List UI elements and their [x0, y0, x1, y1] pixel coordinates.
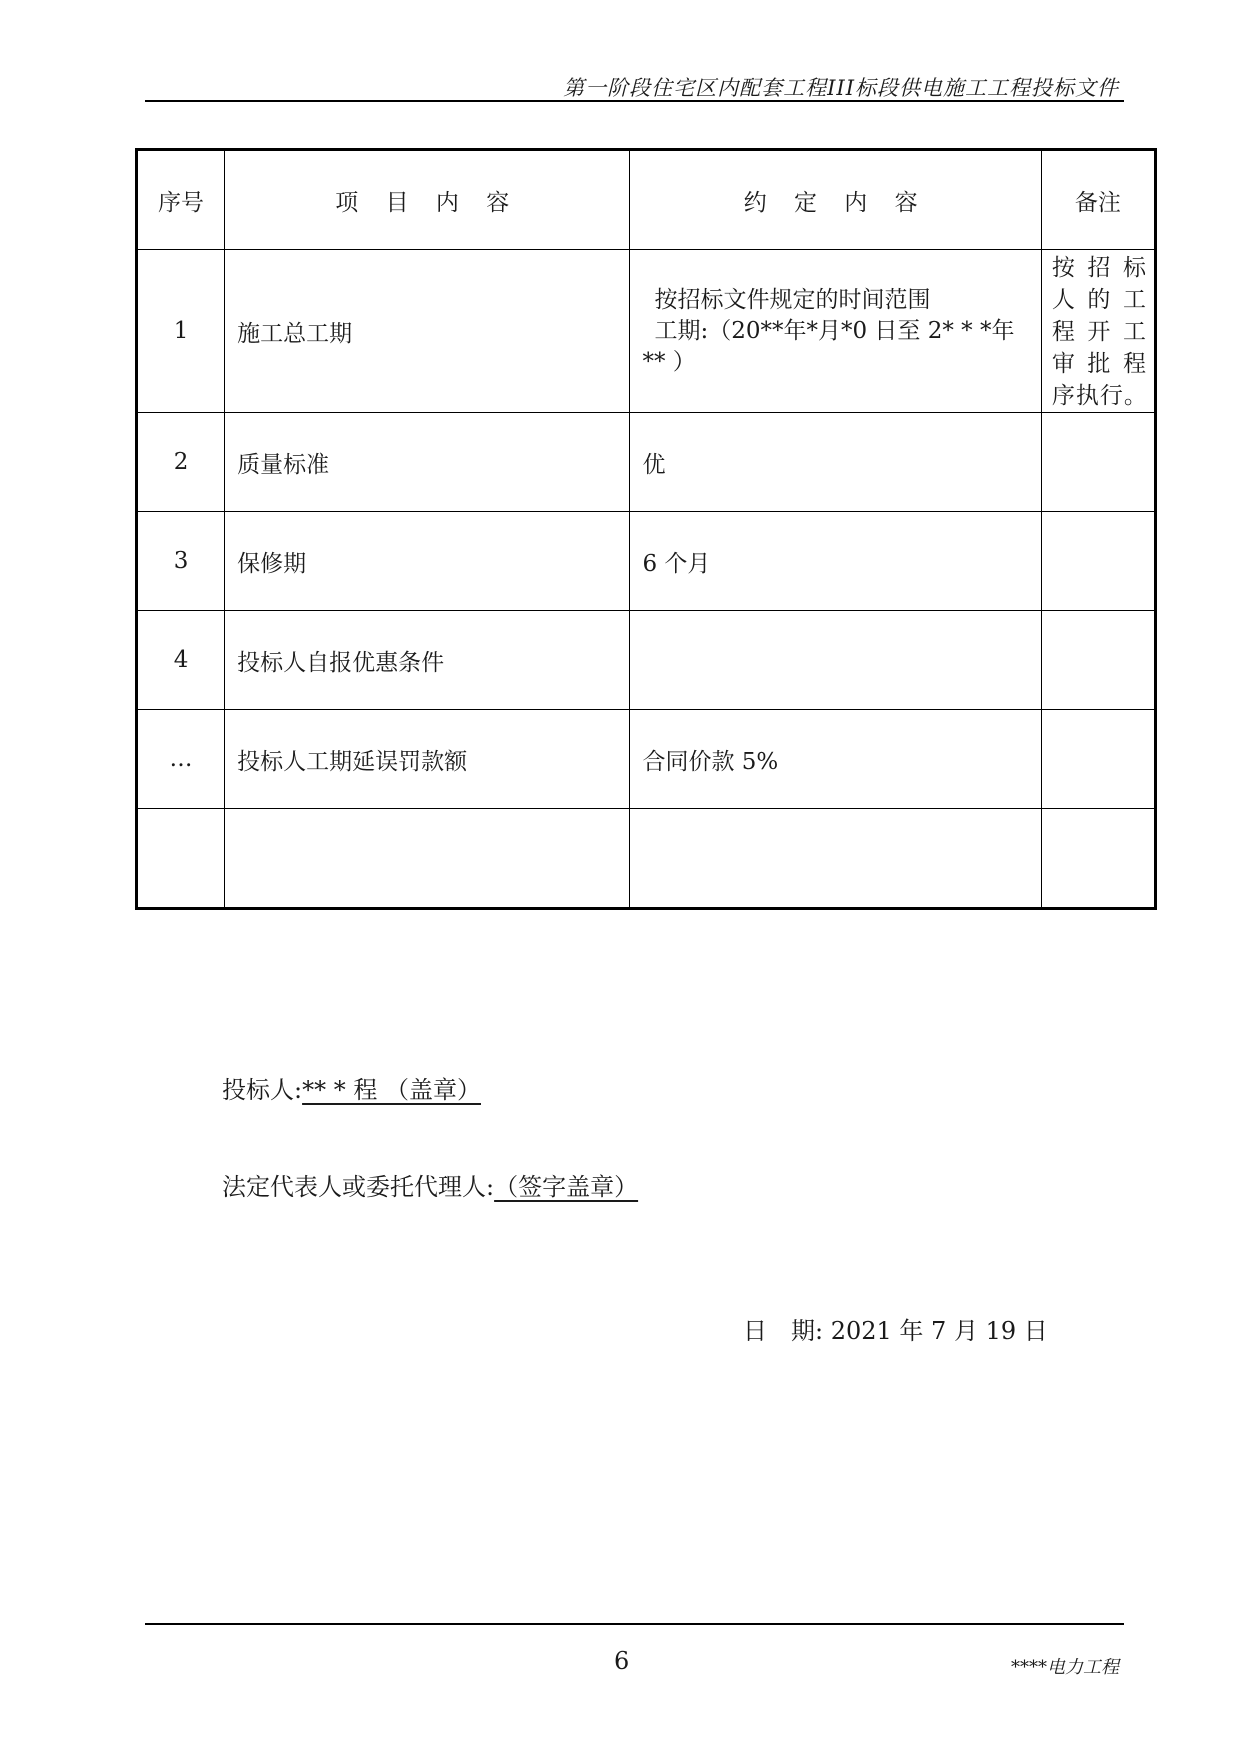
table-row	[137, 250, 1156, 413]
rep-value: （签字盖章）	[494, 1173, 639, 1201]
row-note-line: 人 的 工	[1051, 287, 1148, 313]
col-header-no: 序号	[137, 150, 225, 250]
row-note	[1041, 710, 1155, 809]
row-note	[1041, 250, 1155, 413]
bidder-label: 投标人:	[222, 1076, 303, 1104]
row-value: 优	[630, 413, 1041, 512]
footer-rule	[145, 1623, 1124, 1625]
footer-company: ****电力工程	[1011, 1657, 1119, 1678]
row-value	[630, 809, 1041, 909]
row-note	[1041, 809, 1155, 909]
row-value: 6 个月	[630, 512, 1041, 611]
col-header-note: 备注	[1041, 150, 1155, 250]
row-item: 投标人自报优惠条件	[225, 611, 630, 710]
row-item: 施工总工期	[225, 250, 630, 413]
row-item: 质量标准	[225, 413, 630, 512]
row-note	[1041, 611, 1155, 710]
page-number: 6	[614, 1647, 630, 1675]
row-no	[137, 809, 225, 909]
row-no: …	[137, 710, 225, 809]
row-no: 1	[137, 250, 225, 413]
row-value-line: 工期:（20**年*月*0 日至 2* * *年	[654, 317, 1015, 344]
col-header-item: 项 目 内 容	[225, 150, 630, 250]
row-value	[630, 611, 1041, 710]
row-note-line: 序执行。	[1051, 383, 1148, 409]
row-value-line: ** ）	[642, 348, 696, 375]
row-item: 保修期	[225, 512, 630, 611]
row-note	[1041, 413, 1155, 512]
table-row	[137, 809, 1156, 909]
table-row	[137, 413, 1156, 512]
bidder-line	[222, 1070, 481, 1105]
representative-line	[222, 1167, 638, 1202]
row-note-line: 按 招 标	[1051, 255, 1148, 281]
table-header-row	[137, 150, 1156, 250]
row-note-line: 审 批 程	[1051, 351, 1148, 377]
row-item	[225, 809, 630, 909]
table-row	[137, 512, 1156, 611]
header-title: 第一阶段住宅区内配套工程III标段供电施工工程投标文件	[563, 76, 1119, 100]
row-no: 2	[137, 413, 225, 512]
agreement-table	[135, 148, 1157, 910]
row-no: 3	[137, 512, 225, 611]
row-value-line: 按招标文件规定的时间范围	[654, 286, 931, 313]
header-rule	[145, 100, 1124, 102]
row-note-line: 程 开 工	[1051, 319, 1148, 345]
rep-label: 法定代表人或委托代理人:	[222, 1173, 495, 1201]
row-note	[1041, 512, 1155, 611]
bidder-value: ** * 程 （盖章）	[302, 1076, 481, 1104]
col-header-value: 约 定 内 容	[630, 150, 1041, 250]
table-row	[137, 611, 1156, 710]
table-row	[137, 710, 1156, 809]
row-value: 合同价款 5%	[630, 710, 1041, 809]
date-line: 日 期: 2021 年 7 月 19 日	[743, 1317, 1048, 1345]
row-no: 4	[137, 611, 225, 710]
row-value	[630, 250, 1041, 413]
row-item: 投标人工期延误罚款额	[225, 710, 630, 809]
